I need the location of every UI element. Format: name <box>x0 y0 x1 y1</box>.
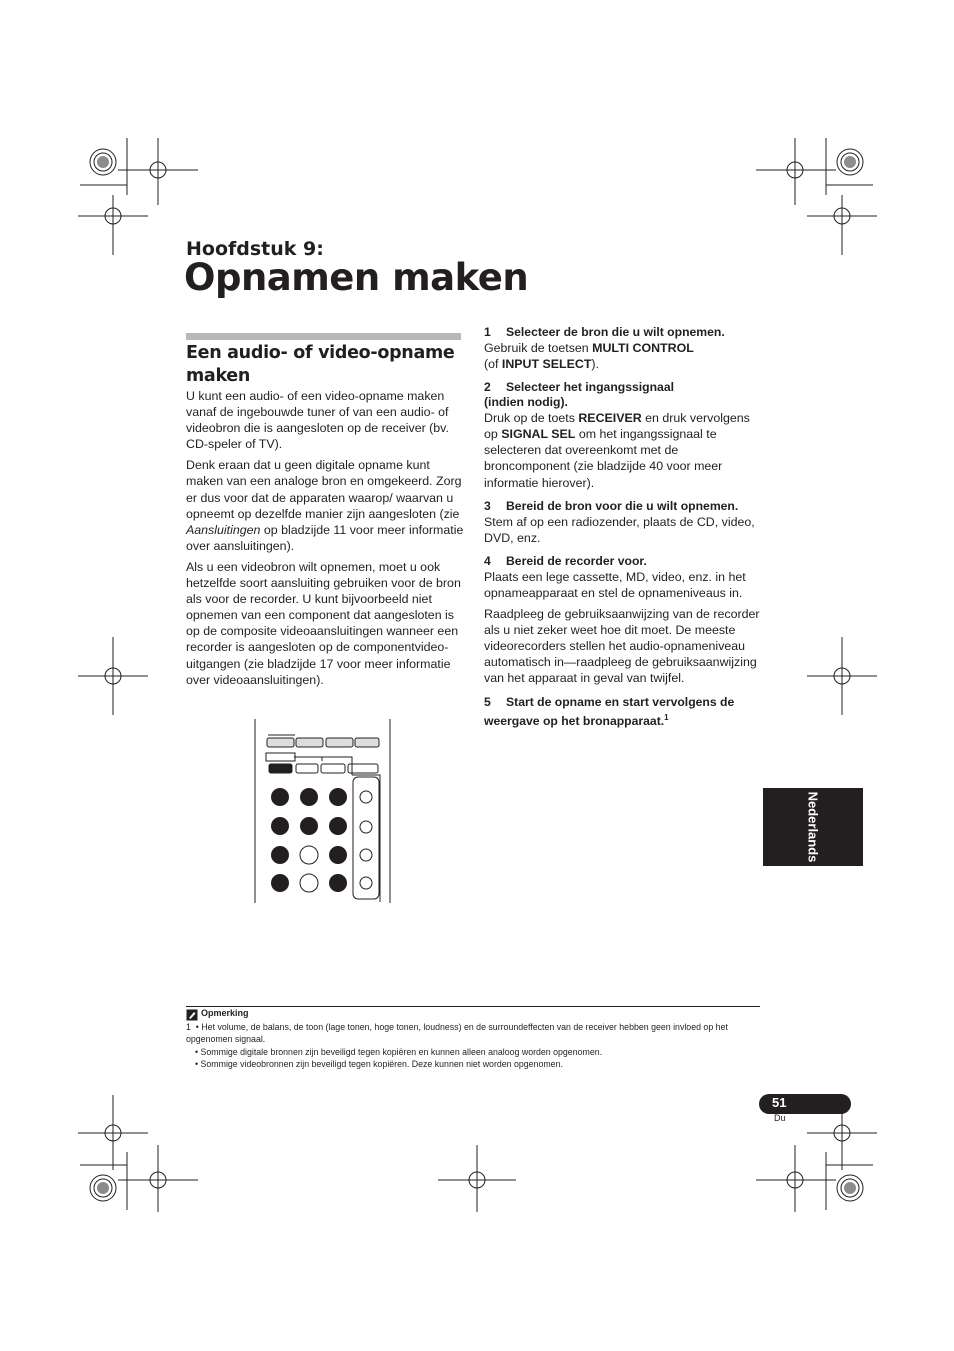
page-title: Opnamen maken <box>184 256 529 299</box>
language-tab-label: Nederlands <box>805 791 821 863</box>
step-body: Stem af op een radiozender, plaats de CD, video, DVD, enz. <box>484 514 755 545</box>
button-name: MULTI CONTROL <box>592 341 694 355</box>
left-column <box>186 388 466 693</box>
chapter-label: Hoofdstuk 9: <box>186 238 324 260</box>
step-number: 3 <box>484 498 491 513</box>
step-body: Gebruik de toetsen MULTI CONTROL (of INPUT SELECT). <box>484 341 694 372</box>
digital-analog-paragraph: Denk eraan dat u geen digitale opname kunt maken van een analoge bron en omgekeerd. Zorg er dus voor dat de apparaten waarop/ waarvan u opneemt op dezelfde manier zijn aangesloten (zie Aansluitingen op bladzijde 11 voor meer informatie over aansluitingen). <box>186 458 464 553</box>
note-item: 1 • Het volume, de balans, de toon (lage tonen, hoge tonen, loudness) en de surroundeffecten van de receiver hebben geen invloed op het opgenomen signaal. <box>186 1022 728 1045</box>
button-name: RECEIVER <box>578 411 642 426</box>
button-name: INPUT SELECT <box>501 357 592 372</box>
note-item: • Sommige videobronnen zijn beveiligd tegen kopiëren. Deze kunnen niet worden opgenomen. <box>195 1059 563 1070</box>
remote-control-illustration <box>250 717 395 905</box>
step-heading: Bereid de bron voor die u wilt opnemen. <box>506 498 739 513</box>
footnote-ref[interactable]: 1 <box>664 712 669 722</box>
intro-paragraph: U kunt een audio- of een video-opname maken vanaf de ingebouwde tuner of van een audio- of videobron die is aangesloten op de receiver (bv. CD-speler of TV). <box>186 389 449 452</box>
link-reference: Aansluitingen <box>186 522 261 537</box>
step-number: 1 <box>484 325 491 339</box>
step-number: 5 <box>484 694 491 709</box>
step-body: Raadpleeg de gebruiksaanwijzing van de recorder als u niet zeker weet hoe dit moet. De meeste videorecorders stellen het audio-opnameniveau automatisch in—raadpleeg de gebruiksaanwijzing van het apparaat in geval van twijfel. <box>484 607 760 686</box>
step-heading: Selecteer het ingangssignaal (indien nodig). <box>484 380 674 410</box>
button-name: SIGNAL SEL <box>501 427 576 442</box>
language-tab <box>763 788 863 866</box>
note-icon <box>186 1009 198 1021</box>
note-title: Opmerking <box>201 1008 249 1018</box>
page-number: 51 <box>772 1095 787 1110</box>
page-language-code: Du <box>774 1113 786 1123</box>
step-1 <box>484 325 764 372</box>
section-divider <box>186 333 461 340</box>
section-heading: Een audio- of video-opname maken <box>186 343 455 386</box>
step-body: Plaats een lege cassette, MD, video, enz. in het opnameapparaat en stel de opnameniveaus in. <box>484 569 746 600</box>
step-4 <box>484 554 764 687</box>
step-2 <box>484 380 764 490</box>
right-column <box>484 325 764 737</box>
step-heading: Bereid de recorder voor. <box>506 553 647 568</box>
note-item: • Sommige digitale bronnen zijn beveiligd tegen kopiëren en kunnen alleen analoog worden opgenomen. <box>195 1046 603 1057</box>
video-source-paragraph: Als u een videobron wilt opnemen, moet u ook hetzelfde soort aansluiting gebruiken voor de bron als voor de recorder. U kunt bijvoorbeeld niet opnemen van een component dat aangesloten is op de composite videoaansluitingen wanneer een recorder is aangesloten op de componentvideo-uitgangen (zie bladzijde 17 voor meer informatie over videoaansluitingen). <box>186 559 461 687</box>
note-divider <box>186 1006 760 1007</box>
step-3 <box>484 499 764 546</box>
step-5 <box>484 695 764 729</box>
step-body: Druk op de toets RECEIVER en druk vervolgens op SIGNAL SEL om het ingangssignaal te selecteren dat overeenkomt met de broncomponent (zie bladzijde 40 voor meer informatie hierover). <box>484 411 750 490</box>
step-number: 4 <box>484 553 491 568</box>
note-list <box>186 1021 756 1071</box>
step-heading: Start de opname en start vervolgens de weergave op het bronapparaat. <box>484 694 735 728</box>
step-number: 2 <box>484 380 491 395</box>
step-heading: Selecteer de bron die u wilt opnemen. <box>506 325 725 339</box>
